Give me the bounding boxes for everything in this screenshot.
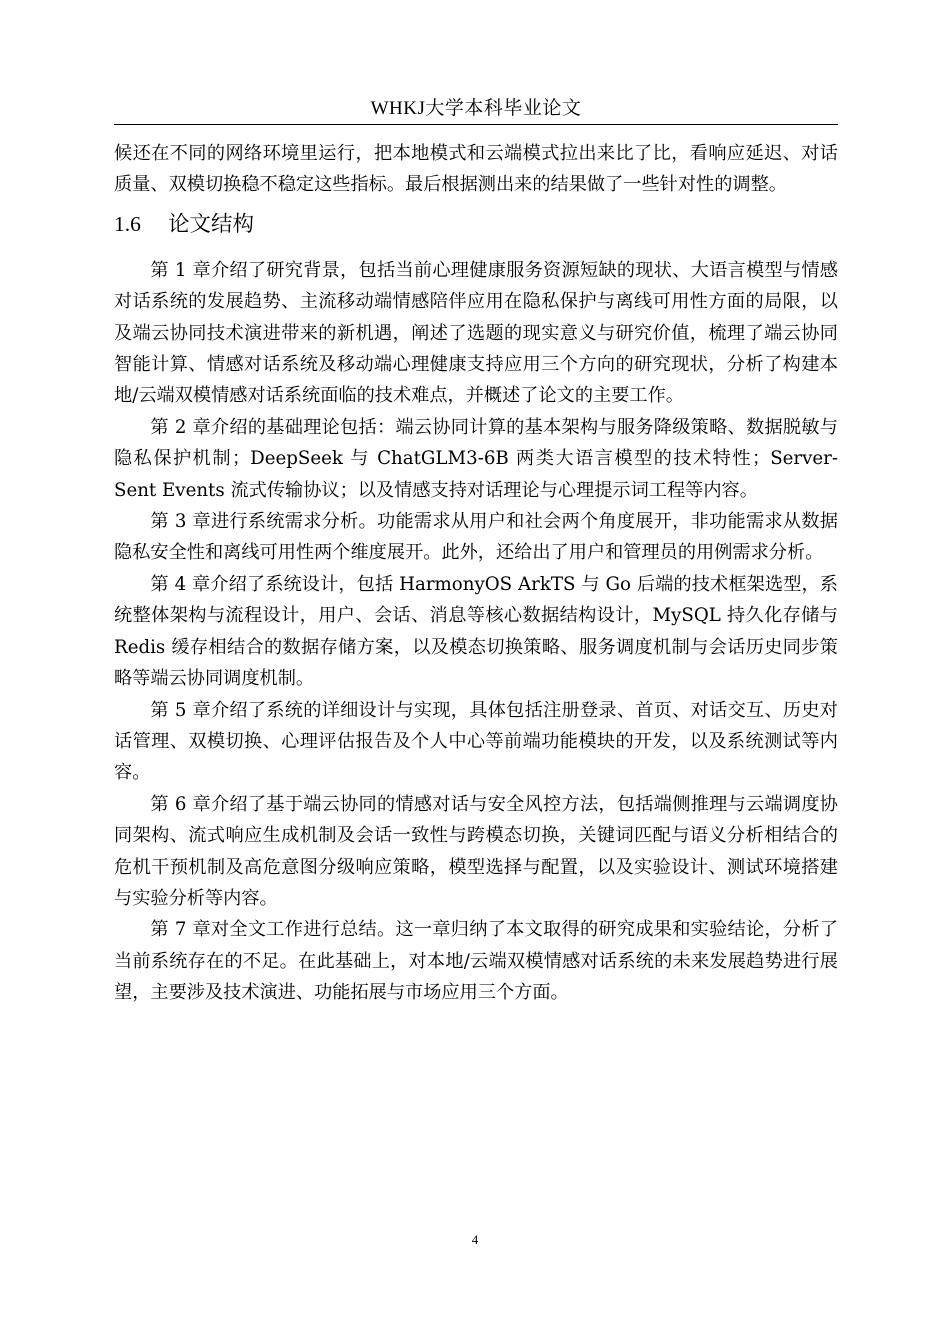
section-title: 论文结构 xyxy=(168,211,255,237)
header-divider xyxy=(114,124,838,125)
continuation-paragraph: 候还在不同的网络环境里运行，把本地模式和云端模式拉出来比了比，看响应延迟、对话质量、双模切换稳不稳定这些指标。最后根据测出来的结果做了一些针对性的调整。 xyxy=(114,143,838,196)
chapter-4-paragraph: 第 4 章介绍了系统设计，包括 HarmonyOS ArkTS 与 Go 后端的技术框架选型，系统整体架构与流程设计，用户、会话、消息等核心数据结构设计，MySQL 持久化存储与 Redis 缓存相结合的数据存储方案，以及模态切换策略、服务调度机制与会话历史同步策略等端云协同调度机制。 xyxy=(114,573,838,690)
chapter-1-paragraph: 第 1 章介绍了研究背景，包括当前心理健康服务资源短缺的现状、大语言模型与情感对话系统的发展趋势、主流移动端情感陪伴应用在隐私保护与离线可用性方面的局限，以及端云协同技术演进带来的新机遇，阐述了选题的现实意义与研究价值，梳理了端云协同智能计算、情感对话系统及移动端心理健康支持应用三个方向的研究现状，分析了构建本地/云端双模情感对话系统面临的技术难点，并概述了论文的主要工作。 xyxy=(114,259,838,407)
section-number: 1.6 xyxy=(114,211,141,236)
section-heading xyxy=(114,208,838,241)
page-number: 4 xyxy=(471,1232,479,1247)
chapter-5-paragraph: 第 5 章介绍了系统的详细设计与实现，具体包括注册登录、首页、对话交互、历史对话管理、双模切换、心理评估报告及个人中心等前端功能模块的开发，以及系统测试等内容。 xyxy=(114,699,838,784)
page-body xyxy=(114,138,838,1009)
chapter-7-paragraph: 第 7 章对全文工作进行总结。这一章归纳了本文取得的研究成果和实验结论，分析了当前系统存在的不足。在此基础上，对本地/云端双模情感对话系统的未来发展趋势进行展望，主要涉及技术演进、功能拓展与市场应用三个方面。 xyxy=(114,919,838,1004)
running-header: WHKJ大学本科毕业论文 xyxy=(370,98,582,119)
chapter-6-paragraph: 第 6 章介绍了基于端云协同的情感对话与安全风控方法，包括端侧推理与云端调度协同架构、流式响应生成机制及会话一致性与跨模态切换，关键词匹配与语义分析相结合的危机干预机制及高危意图分级响应策略，模型选择与配置，以及实验设计、测试环境搭建与实验分析等内容。 xyxy=(114,793,838,909)
chapter-2-paragraph: 第 2 章介绍的基础理论包括：端云协同计算的基本架构与服务降级策略、数据脱敏与隐私保护机制；DeepSeek 与 ChatGLM3-6B 两类大语言模型的技术特性；Server-Sent Events 流式传输协议；以及情感支持对话理论与心理提示词工程等内容。 xyxy=(114,416,838,501)
chapter-3-paragraph: 第 3 章进行系统需求分析。功能需求从用户和社会两个角度展开，非功能需求从数据隐私安全性和离线可用性两个维度展开。此外，还给出了用户和管理员的用例需求分析。 xyxy=(114,511,838,564)
